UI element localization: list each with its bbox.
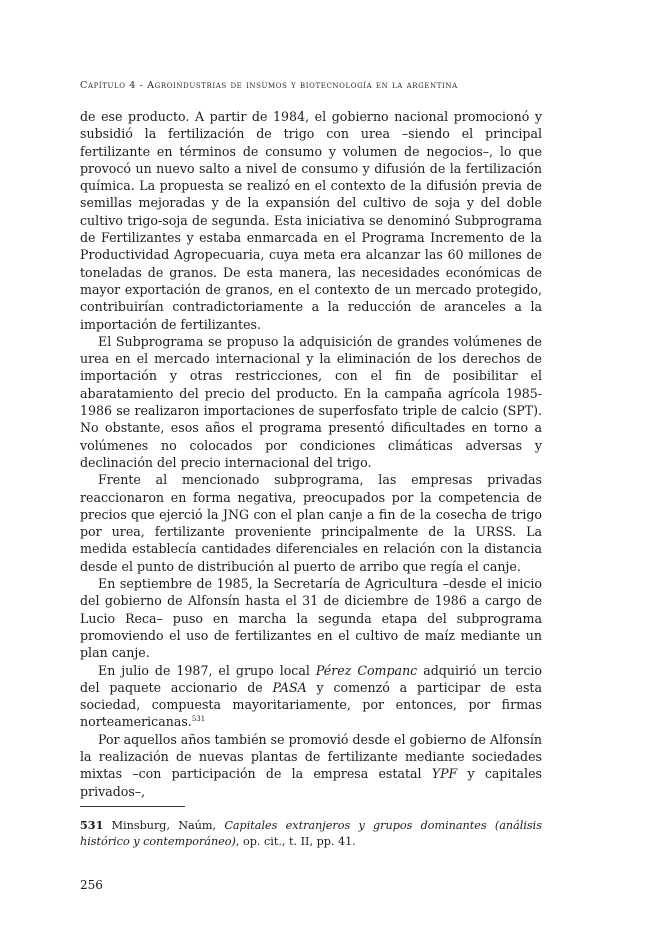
paragraph-text: En julio de 1987, el grupo local [98, 662, 316, 678]
paragraph-text: y comenzó a participar de esta sociedad, compuesta mayoritariamente, por entonces, por firmas norteamericanas. [80, 679, 542, 730]
footnote-reference[interactable]: 531 [191, 715, 206, 724]
running-header: Capítulo 4 - Agroindustrias de insumos y biotecnología en la argentina [80, 80, 458, 91]
company-name: Pérez Companc [315, 662, 418, 678]
footnote-citation: , op. cit., t. II, pp. 41. [235, 834, 356, 848]
paragraph: de ese producto. A partir de 1984, el gobierno nacional promocionó y subsidió la fertilización de trigo con urea –siendo el principal fertilizante en términos de consumo y volumen de negocios–, lo que provocó un nuevo salto a nivel de consumo y difusión de la fertilización química. La propuesta se realizó en el contexto de la difusión previa de semillas mejoradas y de la expansión del cultivo de soja y del doble cultivo trigo-soja de segunda. Esta iniciativa se denominó Subprograma de Fertilizantes y estaba enmarcada en el Programa Incremento de la Productividad Agropecuaria, cuya meta era alcanzar las 60 millones de toneladas de granos. De esta manera, las necesidades económicas de mayor exportación de granos, en el contexto de un mercado protegido, contribuirían contradictoriamente a la reducción de aranceles a la importación de fertilizantes. [80, 109, 542, 332]
paragraph [80, 731, 542, 800]
footnote-divider [80, 806, 185, 807]
footnote-number: 531 [80, 818, 104, 832]
paragraph: En septiembre de 1985, la Secretaría de Agricultura –desde el inicio del gobierno de Alfonsín hasta el 31 de diciembre de 1986 a cargo de Lucio Reca– puso en marcha la segunda etapa del subprograma promoviendo el uso de fertilizantes en el cultivo de maíz mediante un plan canje. [80, 576, 542, 661]
paragraph [80, 662, 542, 731]
paragraph: Frente al mencionado subprograma, las empresas privadas reaccionaron en forma negativa, preocupados por la competencia de precios que ejerció la JNG con el plan canje a fin de la cosecha de trigo por urea, fertilizante proveniente principalmente de la URSS. La medida establecía cantidades diferenciales en relación con la distancia desde el punto de distribución al puerto de arribo que regía el canje. [80, 472, 542, 574]
company-name: YPF [431, 766, 458, 782]
paragraph-text: y capitales privados–, [80, 766, 542, 799]
paragraph: El Subprograma se propuso la adquisición de grandes volúmenes de urea en el mercado internacional y la eliminación de los derechos de importación y otras restricciones, con el fin de posibilitar el abaratamiento del precio del producto. En la campaña agrícola 1985-1986 se realizaron importaciones de superfosfato triple de calcio (SPT). No obstante, esos años el programa presentó dificultades en torno a volúmenes no colocados por condiciones climáticas adversas y declinación del precio internacional del trigo. [80, 333, 542, 470]
company-name: PASA [272, 679, 307, 695]
page-number: 256 [80, 878, 103, 892]
footnote [80, 818, 542, 849]
footnote-author: Minsburg, Naúm, [103, 819, 225, 832]
paragraph-text: adquirió un tercio del paquete accionario de [80, 662, 542, 695]
body-text [80, 108, 542, 800]
paragraph-text: Por aquellos años también se promovió desde el gobierno de Alfonsín la realización de nuevas plantas de fertilizante mediante sociedades mixtas –con participación de la empresa estatal [80, 731, 542, 782]
footnote-title: Capitales extranjeros y grupos dominantes (análisis histórico y contemporáneo) [80, 819, 542, 848]
